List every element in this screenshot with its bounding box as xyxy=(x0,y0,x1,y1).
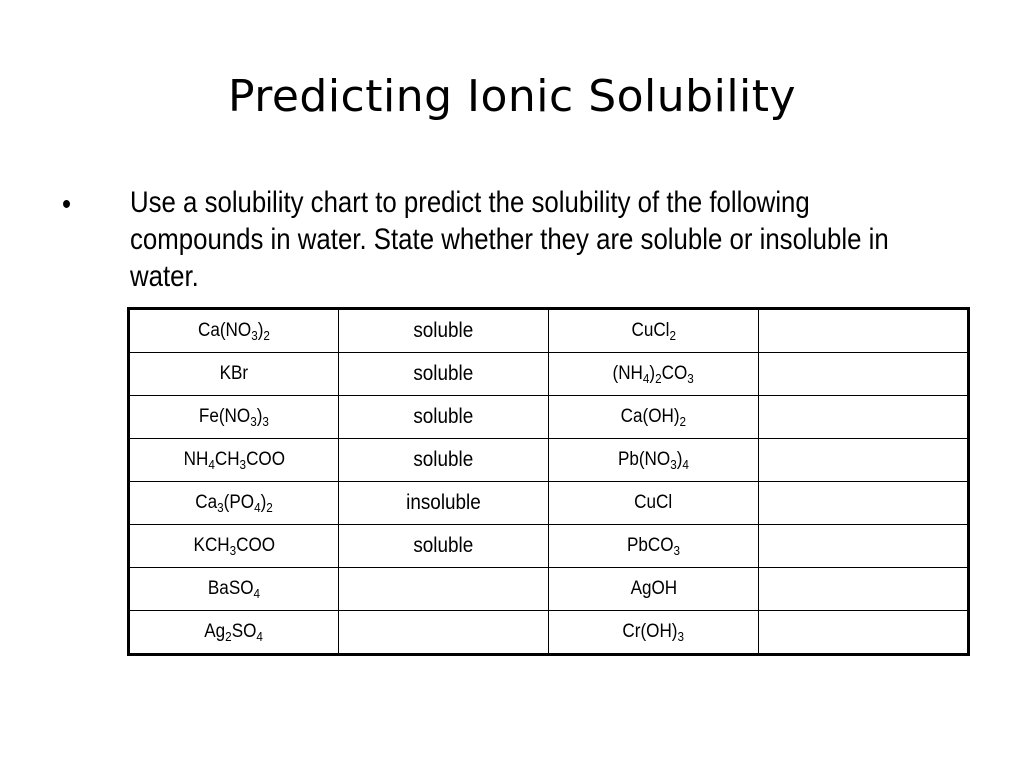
solubility-cell: soluble xyxy=(339,353,549,396)
compound-cell: $KCH_3COO$ xyxy=(129,525,339,568)
solubility-cell xyxy=(759,482,969,525)
compound-cell: $Ca_3(PO_4)_2$ xyxy=(129,482,339,525)
table-row xyxy=(129,482,969,525)
solubility-cell xyxy=(759,611,969,655)
table-row xyxy=(129,439,969,482)
solubility-cell xyxy=(759,353,969,396)
solubility-cell: soluble xyxy=(339,525,549,568)
table-row xyxy=(129,525,969,568)
solubility-cell xyxy=(759,439,969,482)
solubility-cell xyxy=(759,309,969,353)
solubility-cell xyxy=(759,568,969,611)
compound-cell: $Cr(OH)_3$ xyxy=(549,611,759,655)
solubility-cell: soluble xyxy=(339,396,549,439)
table-row xyxy=(129,353,969,396)
compound-cell: $NH_4CH_3COO$ xyxy=(129,439,339,482)
solubility-cell: soluble xyxy=(339,309,549,353)
solubility-cell xyxy=(339,611,549,655)
solubility-cell: soluble xyxy=(339,439,549,482)
table-row xyxy=(129,396,969,439)
compound-cell: KBr xyxy=(129,353,339,396)
compound-cell: $Ca(OH)_2$ xyxy=(549,396,759,439)
slide-title: Predicting Ionic Solubility xyxy=(227,71,797,122)
solubility-cell xyxy=(759,396,969,439)
compound-cell: $Fe(NO_3)_3$ xyxy=(129,396,339,439)
compound-cell: $Ag_2SO_4$ xyxy=(129,611,339,655)
solubility-table xyxy=(127,307,970,656)
compound-cell: CuCl xyxy=(549,482,759,525)
bullet-marker: • xyxy=(62,188,72,221)
instruction-text: Use a solubility chart to predict the solubility of the following compounds in water. State whether they are soluble or insoluble in water. xyxy=(130,186,889,293)
compound-cell: AgOH xyxy=(549,568,759,611)
compound-cell: PbCO$_3$ xyxy=(549,525,759,568)
compound-cell: BaSO$_4$ xyxy=(129,568,339,611)
compound-cell: $(NH_4)_2CO_3$ xyxy=(549,353,759,396)
compound-cell: $Pb(NO_3)_4$ xyxy=(549,439,759,482)
compound-cell: $Ca(NO_3)_2$ xyxy=(129,309,339,353)
solubility-cell xyxy=(759,525,969,568)
compound-cell: CuCl$_2$ xyxy=(549,309,759,353)
solubility-cell xyxy=(339,568,549,611)
solubility-cell: insoluble xyxy=(339,482,549,525)
table-row xyxy=(129,568,969,611)
table-row xyxy=(129,309,969,353)
table-row xyxy=(129,611,969,655)
